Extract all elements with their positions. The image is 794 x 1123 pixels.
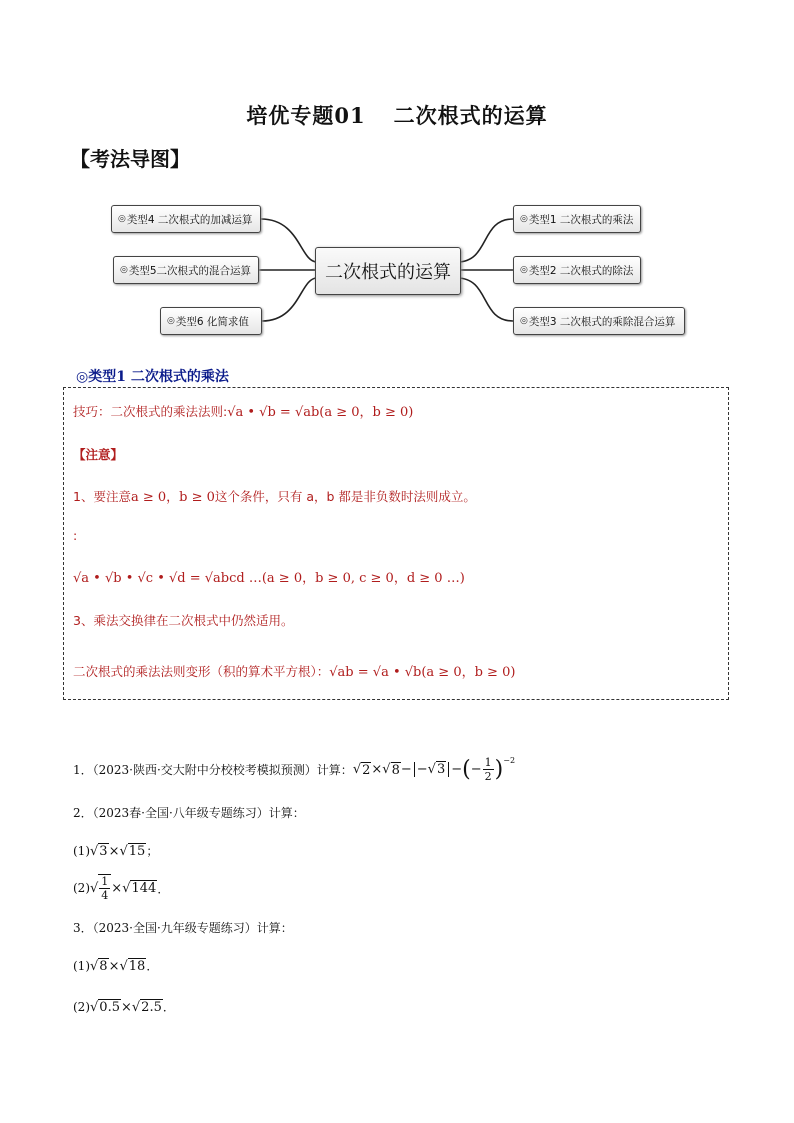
rule-line: 技巧：二次根式的乘法法则:√a • √b = √ab(a ≥ 0，b ≥ 0)	[73, 404, 414, 420]
question-2: 2．（2023春·全国·八年级专题练习）计算：	[73, 806, 305, 820]
q3-1-expression: √8×√18	[90, 959, 146, 974]
bullet-icon: ◎	[118, 214, 126, 224]
mindmap-node-type5: ◎ 类型5二次根式的混合运算	[113, 256, 259, 284]
q2-2-expression: √ 1 4 ×√ 144	[90, 875, 157, 902]
colon-line: :	[73, 528, 78, 543]
mindmap-node-type1: ◎ 类型1 二次根式的乘法	[513, 205, 641, 233]
guide-heading: 【考法导图】	[70, 147, 190, 171]
title-part1: 培优专题01	[246, 103, 366, 128]
variant-formula: √ab = √a • √b(a ≥ 0，b ≥ 0)	[329, 665, 516, 680]
question-1: 1．（2023·陕西·交大附中分校校考模拟预测）计算： √ 2 ×√ 8 − −√3 − ( − 1 2 ) $^{-2}$	[73, 756, 516, 783]
question-2-part-1: (1)√3×√15；	[73, 844, 159, 859]
bullet-icon: ◎	[167, 316, 175, 326]
question-3-part-2: (2)√0.5×√2.5．	[73, 1000, 175, 1015]
q2-1-expression: √3×√15	[90, 844, 146, 859]
rule-formula: √a • √b = √ab(a ≥ 0，b ≥ 0)	[227, 405, 414, 420]
mindmap-node-type4: ◎ 类型4 二次根式的加减运算	[111, 205, 261, 233]
bullet-icon: ◎	[520, 316, 528, 326]
question-3-part-1: (1)√8×√18．	[73, 959, 159, 974]
mindmap-node-type3: ◎ 类型3 二次根式的乘除混合运算	[513, 307, 685, 335]
title-part2: 二次根式的运算	[393, 103, 548, 128]
q3-2-expression: √0.5×√2.5	[90, 1000, 162, 1015]
mindmap-node-type6: ◎ 类型6 化简求值	[160, 307, 262, 335]
q1-expression: √ 2 ×√ 8 − −√3 − ( − 1 2 ) $^{-2}$	[352, 756, 516, 783]
variant-line: 二次根式的乘法法则变形（积的算术平方根）：√ab = √a • √b(a ≥ 0，b ≥ 0)	[73, 664, 516, 680]
note3-line: 3、乘法交换律在二次根式中仍然适用。	[73, 613, 294, 628]
bullet-icon: ◎	[520, 265, 528, 275]
note-label: 【注意】	[73, 447, 124, 462]
bullet-icon: ◎	[120, 265, 128, 275]
question-3: 3．（2023·全国·九年级专题练习）计算：	[73, 921, 293, 935]
formula-multi: √a • √b • √c • √d = √abcd …(a ≥ 0，b ≥ 0, c ≥ 0，d ≥ 0 …)	[73, 571, 465, 586]
tips-box	[63, 387, 729, 700]
mindmap-connectors	[0, 0, 794, 360]
question-2-part-2: (2) √ 1 4 ×√ 144 ．	[73, 875, 170, 902]
mindmap-center-node: 二次根式的运算	[315, 247, 461, 295]
bullet-icon: ◎	[520, 214, 528, 224]
type1-heading: ◎类型1 二次根式的乘法	[76, 369, 229, 385]
mindmap-node-type2: ◎ 类型2 二次根式的除法	[513, 256, 641, 284]
note1-line: 1、要注意a ≥ 0，b ≥ 0这个条件，只有 a，b 都是非负数时法则成立。	[73, 489, 476, 505]
